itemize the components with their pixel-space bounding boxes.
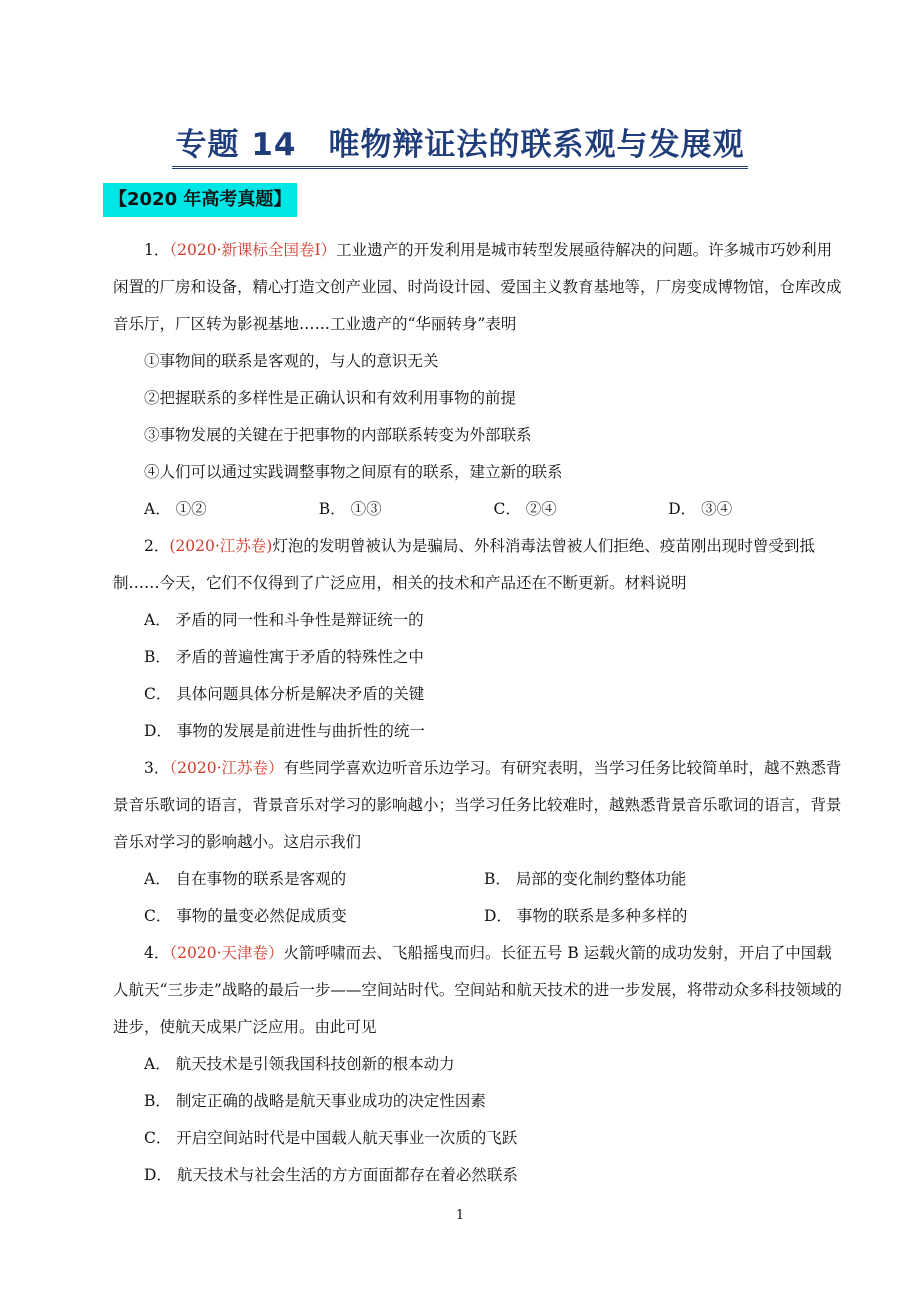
- option-b: B． 矛盾的普遍性寓于矛盾的特殊性之中: [144, 648, 424, 666]
- option-d: D． 航天技术与社会生活的方方面面都存在着必然联系: [144, 1166, 518, 1184]
- option-a: A． 航天技术是引领我国科技创新的根本动力: [144, 1055, 455, 1073]
- page-title: 专题 14 唯物辩证法的联系观与发展观: [0, 126, 920, 169]
- option-d: D． 事物的发展是前进性与曲折性的统一: [144, 722, 425, 740]
- question-3-options-row-1: [113, 861, 843, 898]
- option-d: D． ③④: [668, 500, 733, 518]
- question-number: 3．: [144, 759, 170, 777]
- option-b: B． 制定正确的战略是航天事业成功的决定性因素: [144, 1092, 486, 1110]
- section-heading: 【2020 年高考真题】: [103, 183, 297, 217]
- question-text: 灯泡的发明曾被认为是骗局、外科消毒法曾被人们拒绝、疫苗刚出现时曾受到抵制……今天，它们不仅得到了广泛应用，相关的技术和产品还在不断更新。材料说明: [113, 537, 815, 592]
- question-3-options-row-2: [113, 898, 843, 935]
- question-1-stem: [113, 232, 843, 343]
- question-number: 2．: [144, 537, 170, 555]
- question-source: (2020·江苏卷): [169, 537, 273, 555]
- option-c: C． 具体问题具体分析是解决矛盾的关键: [144, 685, 425, 703]
- question-text: 有些同学喜欢边听音乐边学习。有研究表明，当学习任务比较简单时，越不熟悉背景音乐歌词的语言，背景音乐对学习的影响越小；当学习任务比较难时，越熟悉背景音乐歌词的语言，背景音乐对学习的影响越小。这启示我们: [113, 759, 842, 851]
- question-source: （2020·天津卷）: [169, 944, 284, 962]
- question-source: （2020·江苏卷）: [169, 759, 284, 777]
- question-number: 4．: [144, 944, 170, 962]
- option-a: A． 矛盾的同一性和斗争性是辩证统一的: [144, 611, 424, 629]
- question-4-stem: [113, 935, 843, 1046]
- question-text: 工业遗产的开发利用是城市转型发展亟待解决的问题。许多城市巧妙利用闲置的厂房和设备，精心打造文创产业园、时尚设计园、爱国主义教育基地等，厂房变成博物馆，仓库改成音乐厅，厂区转为影视基地……工业遗产的“华丽转身”表明: [113, 241, 842, 333]
- question-source: （2020·新课标全国卷Ⅰ）: [169, 241, 337, 259]
- option-d: D． 事物的联系是多种多样的: [484, 907, 688, 925]
- option-b: B． ①③: [318, 500, 382, 518]
- option-b: B． 局部的变化制约整体功能: [484, 870, 687, 888]
- statement-item: ②把握联系的多样性是正确认识和有效利用事物的前提: [144, 389, 517, 407]
- question-1-options: [113, 491, 843, 528]
- option-c: C． 开启空间站时代是中国载人航天事业一次质的飞跃: [144, 1129, 518, 1147]
- question-3-stem: [113, 750, 843, 861]
- question-number: 1．: [144, 241, 170, 259]
- page-number: 1: [455, 1208, 465, 1223]
- question-list: [113, 232, 843, 1194]
- question-text: 火箭呼啸而去、飞船摇曳而归。长征五号 B 运载火箭的成功发射，开启了中国载人航天“三步走”战略的最后一步——空间站时代。空间站和航天技术的进一步发展，将带动众多科技领域的进步，使航天成果广泛应用。由此可见: [113, 944, 842, 1036]
- option-a: A． 自在事物的联系是客观的: [144, 870, 347, 888]
- statement-item: ③事物发展的关键在于把事物的内部联系转变为外部联系: [144, 426, 532, 444]
- question-2-stem: [113, 528, 843, 602]
- statement-item: ④人们可以通过实践调整事物之间原有的联系，建立新的联系: [144, 463, 563, 481]
- option-c: C． 事物的量变必然促成质变: [144, 907, 347, 925]
- option-a: A． ①②: [144, 500, 207, 518]
- statement-item: ①事物间的联系是客观的，与人的意识无关: [144, 352, 439, 370]
- option-c: C． ②④: [493, 500, 557, 518]
